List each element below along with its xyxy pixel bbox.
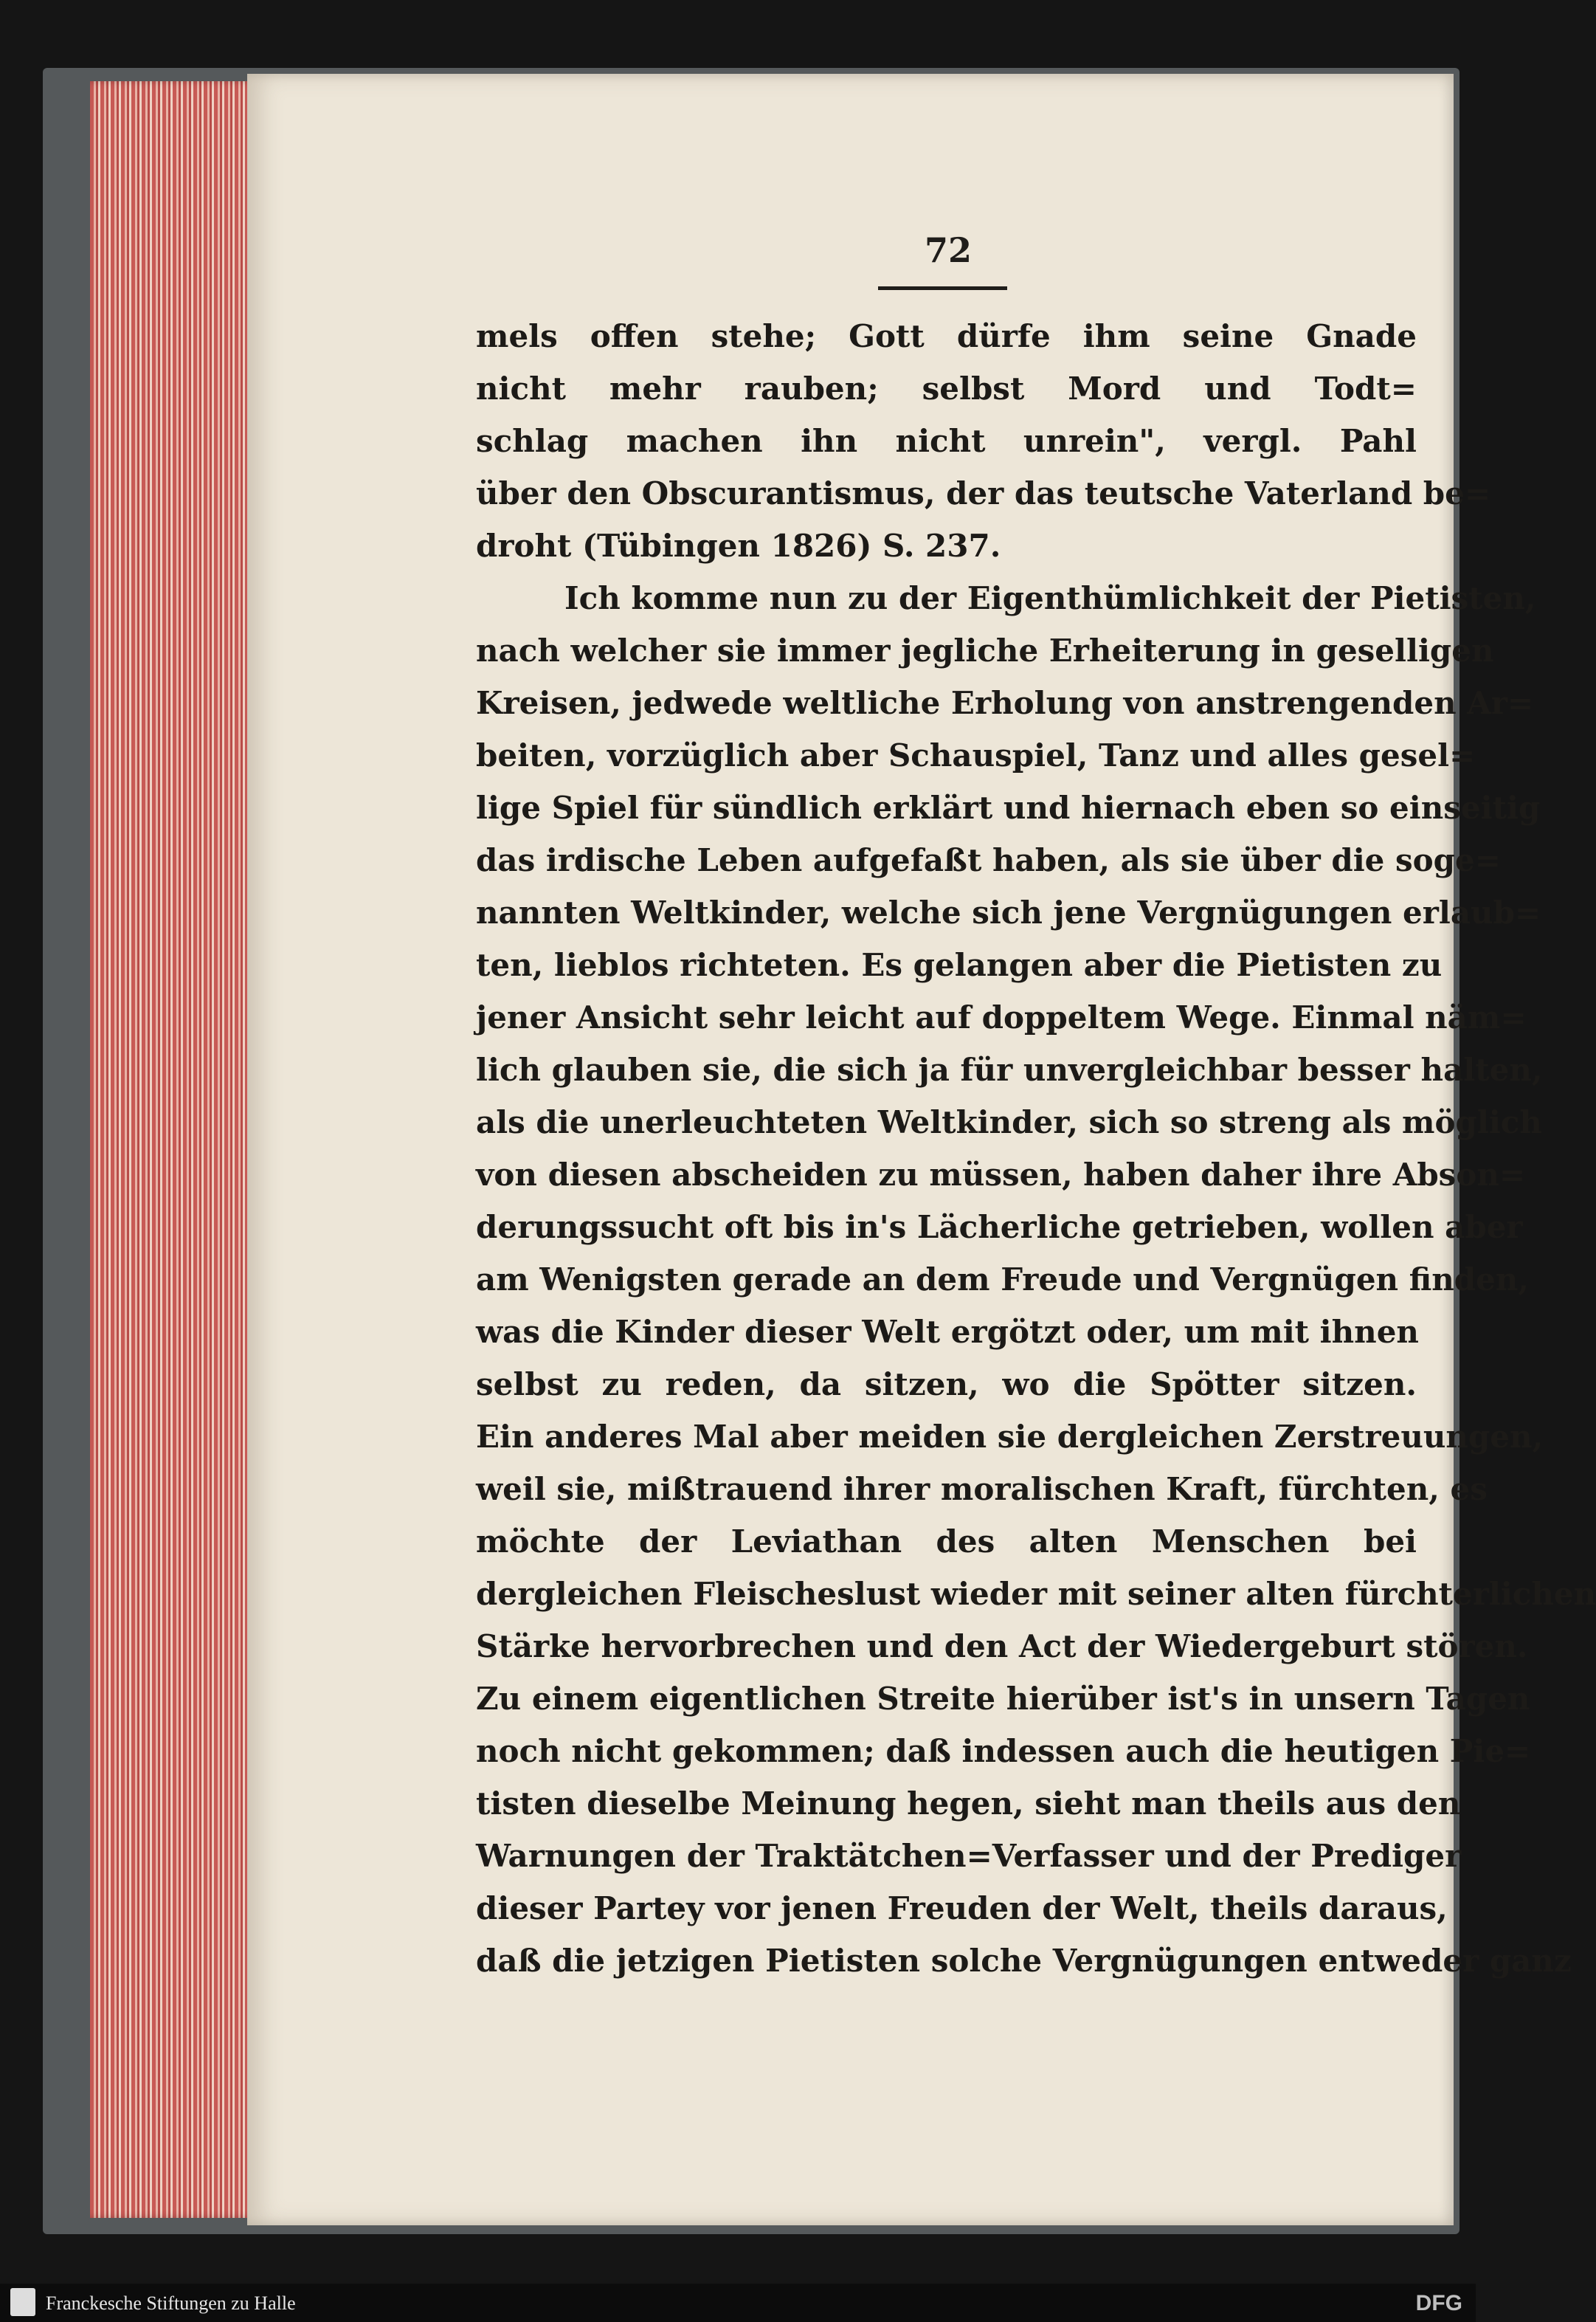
text-line: Zu einem eigentlichen Streite hierüber ist's in unsern Tagen	[476, 1681, 1530, 1717]
text-line: Ein anderes Mal aber meiden sie dergleichen Zerstreuungen,	[476, 1419, 1544, 1455]
dfg-brand: DFG	[1415, 2291, 1462, 2315]
text-line: dergleichen Fleischeslust wieder mit seiner alten fürchterlichen	[476, 1576, 1596, 1612]
text-line: Warnungen der Traktätchen=Verfasser und der Prediger	[476, 1838, 1462, 1874]
page-number-rule	[878, 286, 1007, 290]
text-line: droht (Tübingen 1826) S. 237.	[476, 528, 1001, 564]
page-text	[476, 310, 1596, 1987]
text-line: lich glauben sie, die sich ja für unvergleichbar besser halten,	[476, 1052, 1543, 1088]
text-line: tisten dieselbe Meinung hegen, sieht man theils aus den	[476, 1785, 1461, 1822]
text-line: derungssucht oft bis in's Lächerliche getrieben, wollen aber	[476, 1209, 1523, 1245]
institution-logo-icon	[10, 2288, 35, 2316]
institution-name: Franckesche Stiftungen zu Halle	[46, 2292, 296, 2314]
text-line: von diesen abscheiden zu müssen, haben daher ihre Abson=	[476, 1157, 1526, 1193]
text-line: mels offen stehe; Gott dürfe ihm seine Gnade	[476, 318, 1417, 354]
text-line: schlag machen ihn nicht unrein", vergl. Pahl	[476, 423, 1417, 459]
text-line: selbst zu reden, da sitzen, wo die Spötter sitzen.	[476, 1366, 1417, 1402]
text-line: als die unerleuchteten Weltkinder, sich so streng als möglich	[476, 1104, 1542, 1140]
text-line: das irdische Leben aufgefaßt haben, als sie über die soge=	[476, 842, 1501, 878]
text-line: nicht mehr rauben; selbst Mord und Todt=	[476, 371, 1417, 407]
text-line: dieser Partey vor jenen Freuden der Welt, theils daraus,	[476, 1890, 1448, 1926]
text-line: Stärke hervorbrechen und den Act der Wiedergeburt stören.	[476, 1628, 1528, 1664]
text-line: Kreisen, jedwede weltliche Erholung von anstrengenden Ar=	[476, 685, 1534, 721]
text-line: lige Spiel für sündlich erklärt und hiernach eben so einseitig	[476, 790, 1541, 826]
text-line: Ich komme nun zu der Eigenthümlichkeit der Pietisten,	[564, 580, 1536, 616]
text-line: beiten, vorzüglich aber Schauspiel, Tanz und alles gesel=	[476, 737, 1476, 774]
text-line: am Wenigsten gerade an dem Freude und Vergnügen finden,	[476, 1261, 1530, 1298]
text-line: noch nicht gekommen; daß indessen auch die heutigen Pie=	[476, 1733, 1531, 1769]
text-line: jener Ansicht sehr leicht auf doppeltem Wege. Einmal näm=	[476, 999, 1527, 1036]
text-line: nannten Weltkinder, welche sich jene Vergnügungen erlaub=	[476, 895, 1541, 931]
text-line: daß die jetzigen Pietisten solche Vergnügungen entweder ganz	[476, 1943, 1572, 1979]
text-line: über den Obscurantismus, der das teutsche Vaterland be=	[476, 475, 1491, 511]
text-line: möchte der Leviathan des alten Menschen bei	[476, 1523, 1417, 1560]
page-number: 72	[924, 230, 972, 270]
page-fore-edge	[90, 81, 271, 2218]
viewer-footer	[0, 2284, 1476, 2322]
text-line: weil sie, mißtrauend ihrer moralischen Kraft, fürchten, es	[476, 1471, 1488, 1507]
text-line: ten, lieblos richteten. Es gelangen aber die Pietisten zu	[476, 947, 1443, 983]
text-line: nach welcher sie immer jegliche Erheiterung in geselligen	[476, 633, 1494, 669]
text-line: was die Kinder dieser Welt ergötzt oder, um mit ihnen	[476, 1314, 1419, 1350]
